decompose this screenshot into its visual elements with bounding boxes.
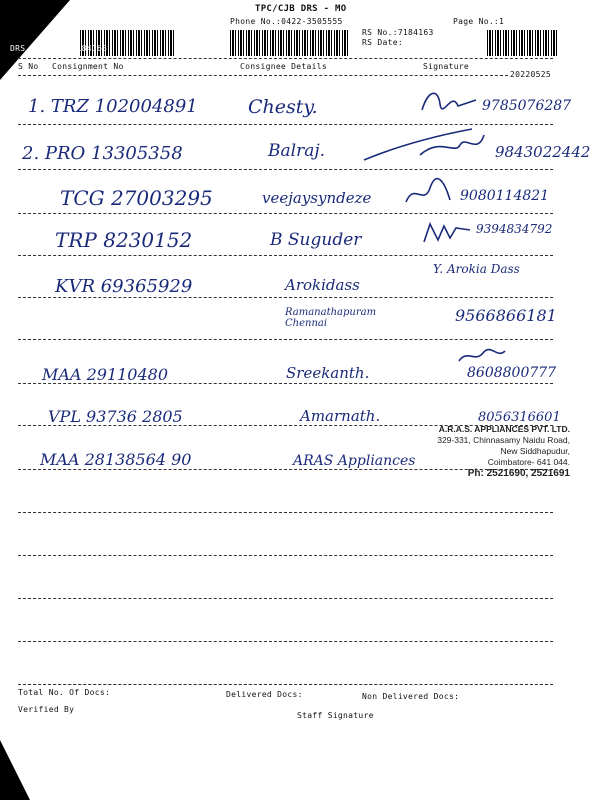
total-docs-label: Total No. Of Docs:	[18, 688, 111, 697]
column-signature: Signature	[423, 62, 470, 71]
row-5-signature-note: Y. Arokia Dass	[433, 262, 520, 276]
row-4-consignment: TRP 8230152	[55, 228, 193, 252]
row-7-consignee: Amarnath.	[300, 407, 381, 425]
row-5-consignee-note: Ramanathapuram Chennai	[285, 307, 377, 329]
row-rule	[18, 255, 553, 256]
row-rule	[18, 339, 553, 340]
row-1-consignee: Chesty.	[248, 96, 318, 118]
rs-number: RS No.:7184163	[362, 28, 434, 37]
row-3-phone: 9080114821	[460, 188, 550, 204]
stamp-line-3: New Siddhapudur,	[500, 446, 570, 456]
row-2-signature	[360, 125, 495, 170]
verified-by-label: Verified By	[18, 705, 75, 714]
company-stamp	[416, 424, 570, 479]
row-1-consignment: 1. TRZ 102004891	[28, 96, 198, 117]
row-5-phone: 9566866181	[455, 306, 557, 325]
row-8-consignment: MAA 28138564 90	[40, 450, 192, 469]
row-rule	[18, 641, 553, 642]
stamp-line-4: Coimbatore- 641 044.	[487, 457, 570, 467]
stamp-line-2: 329-331, Chinnasamy Naidu Road,	[437, 435, 570, 445]
row-rule	[18, 598, 553, 599]
columns-divider	[18, 75, 508, 76]
scan-corner-bottom-left	[0, 740, 30, 800]
row-5-consignment: KVR 69365929	[55, 276, 193, 297]
column-consignment: Consignment No	[52, 62, 124, 71]
phone-number: Phone No.:0422-3505555	[230, 17, 343, 26]
drs-number: DRS No.:DCJB7184163	[10, 44, 108, 53]
page-number: Page No.:1	[453, 17, 505, 26]
row-2-phone: 9843022442	[495, 143, 591, 161]
row-3-signature	[400, 176, 460, 212]
delivered-docs-label: Delivered Docs:	[226, 690, 303, 699]
row-6-phone: 8608800777	[467, 365, 557, 381]
header-divider	[18, 58, 553, 59]
row-7-consignment: VPL 93736 2805	[48, 407, 183, 426]
barcode-right	[487, 30, 557, 56]
row-2-consignee: Balraj.	[268, 141, 326, 161]
row-2-consignment: 2. PRO 13305358	[22, 143, 183, 164]
column-date: 20220525	[510, 70, 551, 79]
column-consignee: Consignee Details	[240, 62, 327, 71]
row-5-consignee: Arokidass	[285, 276, 360, 294]
barcode-center	[230, 30, 350, 56]
row-1-phone: 9785076287	[482, 98, 572, 114]
row-4-phone: 9394834792	[476, 222, 553, 236]
row-6-signature	[455, 345, 510, 367]
staff-signature-label: Staff Signature	[297, 711, 374, 720]
footer-divider	[18, 684, 553, 685]
row-6-consignee: Sreekanth.	[286, 364, 370, 382]
rs-date: RS Date:	[362, 38, 403, 47]
row-8-consignee: ARAS Appliances	[293, 453, 416, 469]
row-6-consignment: MAA 29110480	[42, 365, 169, 384]
row-3-consignee: veejaysyndeze	[262, 189, 372, 207]
row-rule	[18, 512, 553, 513]
stamp-line-1: A.R.A.S. APPLIANCES PVT. LTD.	[438, 424, 570, 434]
column-sno: S No	[18, 62, 39, 71]
row-rule	[18, 555, 553, 556]
row-rule	[18, 297, 553, 298]
row-rule	[18, 213, 553, 214]
row-4-signature	[420, 218, 475, 248]
row-3-consignment: TCG 27003295	[60, 186, 213, 210]
row-4-consignee: B Suguder	[270, 230, 362, 250]
row-1-signature	[418, 86, 480, 118]
row-7-phone: 8056316601	[478, 410, 561, 425]
document-title: TPC/CJB DRS - MO	[255, 4, 347, 14]
non-delivered-docs-label: Non Delivered Docs:	[362, 692, 460, 701]
stamp-line-5: Ph: 2521690, 2521691	[467, 468, 570, 479]
